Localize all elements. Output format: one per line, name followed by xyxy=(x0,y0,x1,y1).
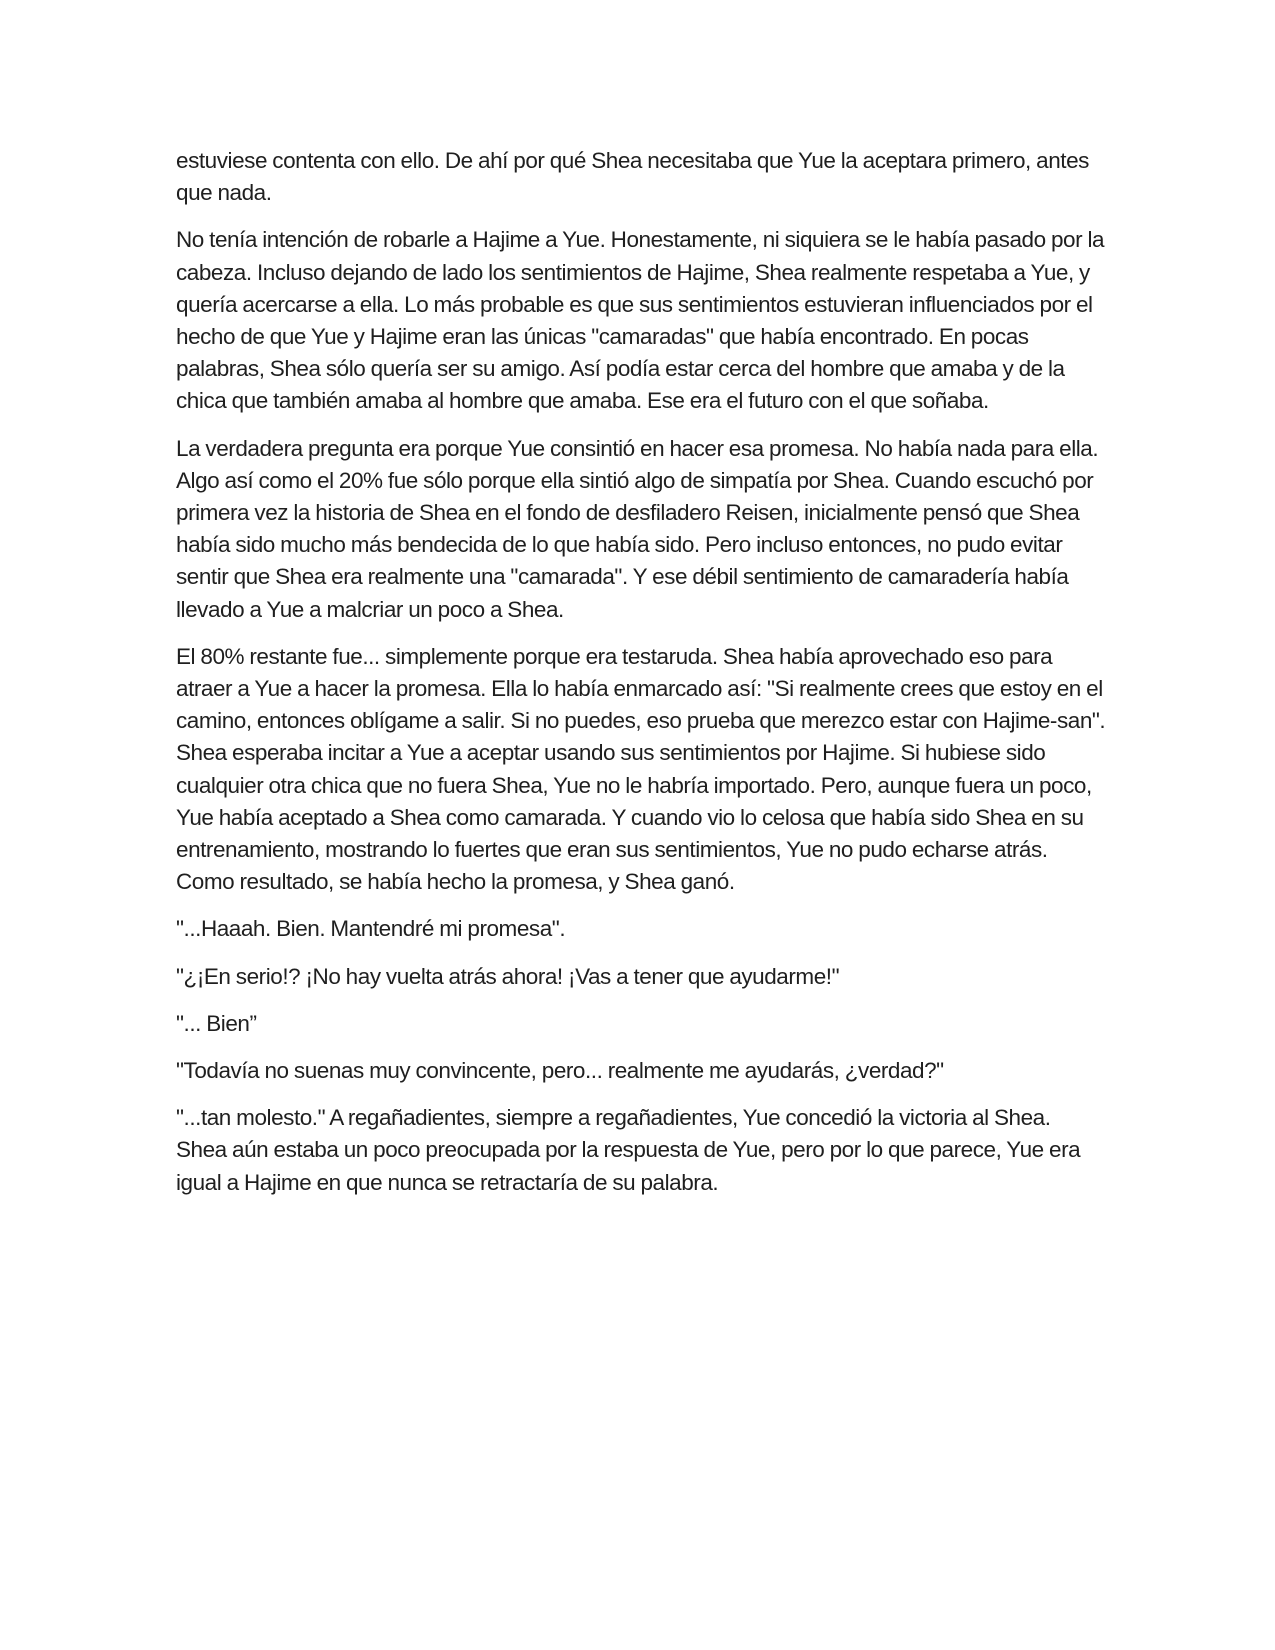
paragraph: No tenía intención de robarle a Hajime a Yue. Honestamente, ni siquiera se le había pasado por la cabeza. Incluso dejando de lado los sentimientos de Hajime, Shea realmente respetaba a Yue, y quería acercarse a ella. Lo más probable es que sus sentimientos estuvieran influenciados por el hecho de que Yue y Hajime eran las únicas "camaradas" que había encontrado. En pocas palabras, Shea sólo quería ser su amigo. Así podía estar cerca del hombre que amaba y de la chica que también amaba al hombre que amaba. Ese era el futuro con el que soñaba. xyxy=(176,227,1105,414)
dialogue-line: "Todavía no suenas muy convincente, pero... realmente me ayudarás, ¿verdad?" xyxy=(176,1058,944,1084)
paragraph: El 80% restante fue... simplemente porque era testaruda. Shea había aprovechado eso para atraer a Yue a hacer la promesa. Ella lo había enmarcado así: "Si realmente crees que estoy en el camino, entonces oblígame a salir. Si no puedes, eso prueba que merezco estar con Hajime-san". Shea esperaba incitar a Yue a aceptar usando sus sentimientos por Hajime. Si hubiese sido cualquier otra chica que no fuera Shea, Yue no le habría importado. Pero, aunque fuera un poco, Yue había aceptado a Shea como camarada. Y cuando vio lo celosa que había sido Shea en su entrenamiento, mostrando lo fuertes que eran sus sentimientos, Yue no pudo echarse atrás. Como resultado, se había hecho la promesa, y Shea ganó. xyxy=(176,643,1106,895)
dialogue-line: "¿¡En serio!? ¡No hay vuelta atrás ahora! ¡Vas a tener que ayudarme!" xyxy=(176,963,840,989)
paragraph: "...tan molesto." A regañadientes, siempre a regañadientes, Yue concedió la victoria al Shea. Shea aún estaba un poco preocupada por la respuesta de Yue, pero por lo que parece, Yue era igual a Hajime en que nunca se retractaría de su palabra. xyxy=(176,1105,1081,1195)
dialogue-line: "...Haaah. Bien. Mantendré mi promesa". xyxy=(176,916,566,942)
dialogue-line: "... Bien” xyxy=(176,1010,257,1036)
paragraph: estuviese contenta con ello. De ahí por qué Shea necesitaba que Yue la aceptara primero, antes que nada. xyxy=(176,148,1089,206)
body-text xyxy=(176,145,1106,1214)
paragraph: La verdadera pregunta era porque Yue consintió en hacer esa promesa. No había nada para ella. Algo así como el 20% fue sólo porque ella sintió algo de simpatía por Shea. Cuando escuchó por primera vez la historia de Shea en el fondo de desfiladero Reisen, inicialmente pensó que Shea había sido mucho más bendecida de lo que había sido. Pero incluso entonces, no pudo evitar sentir que Shea era realmente una "camarada". Y ese débil sentimiento de camaradería había llevado a Yue a malcriar un poco a Shea. xyxy=(176,435,1099,622)
